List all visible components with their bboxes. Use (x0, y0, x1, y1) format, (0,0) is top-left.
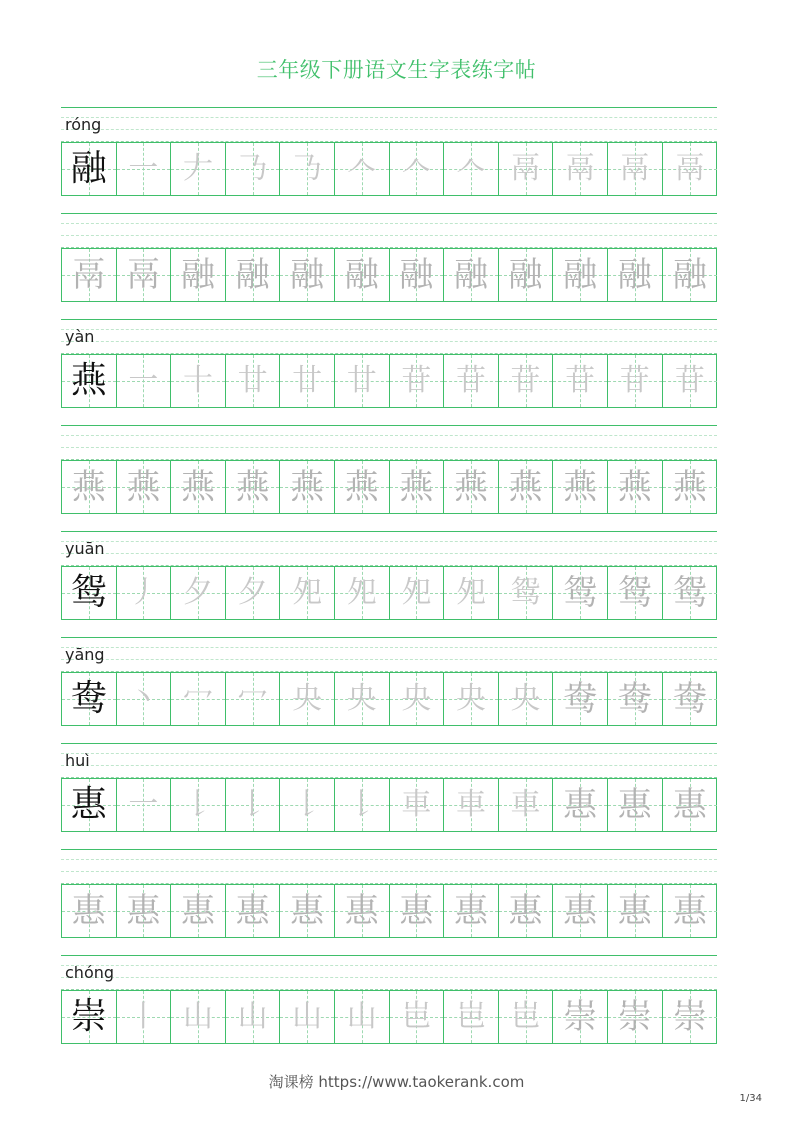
practice-row (61, 425, 717, 531)
trace-character: 苷 (455, 363, 486, 398)
trace-character: 𠄌 (346, 787, 377, 822)
practice-cell (663, 461, 718, 513)
practice-cell (663, 885, 718, 937)
practice-cell (608, 461, 663, 513)
practice-cell (171, 355, 226, 407)
practice-cell (335, 567, 390, 619)
model-character-cell (62, 779, 117, 831)
trace-character: 𠄌 (182, 787, 213, 822)
model-character-cell (62, 991, 117, 1043)
trace-character: 苷 (401, 363, 432, 398)
trace-character: 央 (455, 681, 486, 716)
trace-character: 燕 (672, 467, 707, 507)
practice-row (61, 319, 717, 425)
trace-character: 惠 (672, 891, 707, 931)
trace-character: 融 (399, 255, 434, 295)
pinyin-band (61, 319, 717, 355)
tianzi-grid (61, 460, 717, 514)
practice-cell (117, 461, 172, 513)
guide-line (61, 447, 717, 448)
practice-cell (390, 779, 445, 831)
practice-cell (171, 991, 226, 1043)
practice-cell (553, 355, 608, 407)
trace-character: 𠆢 (401, 151, 432, 186)
tianzi-grid (61, 248, 717, 302)
practice-cell (226, 355, 281, 407)
practice-cell (553, 673, 608, 725)
model-character: 惠 (70, 784, 107, 825)
trace-character: 惠 (672, 785, 707, 825)
practice-cell (553, 249, 608, 301)
trace-character: 燕 (453, 467, 488, 507)
trace-character: 𠄎 (292, 151, 323, 186)
trace-character: 廿 (292, 363, 323, 398)
trace-character: 崇 (563, 997, 598, 1037)
trace-character: 央 (346, 681, 377, 716)
trace-character: 惠 (453, 891, 488, 931)
practice-sheet (61, 107, 717, 1061)
practice-cell (280, 991, 335, 1043)
practice-cell (390, 885, 445, 937)
guide-line (61, 965, 717, 966)
practice-cell (62, 885, 117, 937)
trace-character: 丶 (128, 681, 159, 716)
practice-cell (608, 249, 663, 301)
trace-character: 𠂇 (182, 151, 213, 186)
trace-character: 央 (510, 681, 541, 716)
practice-cell (553, 779, 608, 831)
practice-cell (280, 355, 335, 407)
pinyin-band (61, 637, 717, 673)
trace-character: 山 (292, 999, 323, 1034)
trace-character: 燕 (399, 467, 434, 507)
trace-character: 鸯 (672, 679, 707, 719)
practice-cell (499, 143, 554, 195)
guide-line (61, 223, 717, 224)
trace-character: 融 (617, 255, 652, 295)
trace-character: 鬲 (565, 151, 596, 186)
trace-character: 惠 (344, 891, 379, 931)
trace-character: 苷 (565, 363, 596, 398)
practice-cell (226, 991, 281, 1043)
trace-character: 𠆢 (455, 151, 486, 186)
practice-cell (280, 249, 335, 301)
trace-character: 鬲 (619, 151, 650, 186)
trace-character: 車 (510, 787, 541, 822)
model-character-cell (62, 143, 117, 195)
trace-character: 車 (455, 787, 486, 822)
practice-cell (553, 461, 608, 513)
model-character: 燕 (70, 360, 107, 401)
practice-cell (280, 779, 335, 831)
trace-character: 燕 (563, 467, 598, 507)
trace-character: 山 (182, 999, 213, 1034)
trace-character: 融 (290, 255, 325, 295)
practice-cell (444, 673, 499, 725)
trace-character: 鸯 (563, 679, 598, 719)
practice-cell (444, 779, 499, 831)
trace-character: 鸳 (563, 573, 598, 613)
trace-character: 央 (292, 681, 323, 716)
trace-character: 冖 (237, 681, 268, 716)
practice-cell (280, 461, 335, 513)
trace-character: 夗 (455, 575, 486, 610)
model-character-cell (62, 355, 117, 407)
practice-cell (390, 355, 445, 407)
guide-line (61, 341, 717, 342)
practice-cell (390, 673, 445, 725)
practice-cell (226, 779, 281, 831)
trace-character: 苷 (510, 363, 541, 398)
guide-line (61, 659, 717, 660)
pinyin-band (61, 531, 717, 567)
practice-cell (553, 885, 608, 937)
practice-cell (117, 143, 172, 195)
pinyin-band (61, 107, 717, 143)
guide-line (61, 129, 717, 130)
practice-cell (444, 991, 499, 1043)
trace-character: 鸯 (617, 679, 652, 719)
trace-character: 鬲 (126, 255, 161, 295)
practice-cell (499, 355, 554, 407)
trace-character: 惠 (563, 891, 598, 931)
practice-cell (390, 461, 445, 513)
trace-character: 融 (344, 255, 379, 295)
trace-character: 山 (346, 999, 377, 1034)
practice-cell (226, 143, 281, 195)
guide-line (61, 765, 717, 766)
practice-cell (171, 885, 226, 937)
tianzi-grid (61, 778, 717, 832)
practice-cell (335, 249, 390, 301)
model-character: 鸯 (70, 678, 107, 719)
practice-cell (608, 355, 663, 407)
practice-cell (117, 355, 172, 407)
tianzi-grid (61, 990, 717, 1044)
practice-row (61, 743, 717, 849)
practice-cell (608, 143, 663, 195)
trace-character: 一 (128, 363, 159, 398)
practice-row (61, 107, 717, 213)
trace-character: 鬲 (510, 151, 541, 186)
practice-cell (444, 143, 499, 195)
practice-cell (390, 249, 445, 301)
practice-cell (171, 461, 226, 513)
trace-character: 𠄎 (237, 151, 268, 186)
trace-character: 燕 (71, 467, 106, 507)
practice-cell (117, 779, 172, 831)
guide-line (61, 541, 717, 542)
practice-cell (117, 673, 172, 725)
practice-cell (390, 567, 445, 619)
footer-site: 淘课榜 https://www.taokerank.com (268, 1073, 525, 1091)
pinyin-band (61, 425, 717, 461)
practice-cell (608, 991, 663, 1043)
practice-cell (171, 779, 226, 831)
practice-cell (499, 991, 554, 1043)
practice-cell (280, 567, 335, 619)
practice-cell (280, 143, 335, 195)
practice-cell (335, 779, 390, 831)
trace-character: 融 (180, 255, 215, 295)
practice-cell (226, 885, 281, 937)
trace-character: 惠 (617, 785, 652, 825)
trace-character: 融 (453, 255, 488, 295)
practice-cell (608, 885, 663, 937)
trace-character: 崇 (617, 997, 652, 1037)
trace-character: 惠 (235, 891, 270, 931)
practice-cell (171, 249, 226, 301)
practice-row (61, 531, 717, 637)
trace-character: 十 (182, 363, 213, 398)
trace-character: 苷 (619, 363, 650, 398)
trace-character: 岜 (510, 999, 541, 1034)
trace-character: 燕 (344, 467, 379, 507)
trace-character: 惠 (508, 891, 543, 931)
practice-cell (171, 673, 226, 725)
trace-character: 燕 (617, 467, 652, 507)
practice-cell (444, 885, 499, 937)
trace-character: 廿 (346, 363, 377, 398)
trace-character: 燕 (126, 467, 161, 507)
page-number: 1/34 (739, 1093, 762, 1104)
practice-cell (608, 567, 663, 619)
trace-character: 惠 (290, 891, 325, 931)
practice-cell (663, 249, 718, 301)
practice-cell (444, 567, 499, 619)
practice-cell (390, 991, 445, 1043)
trace-character: 惠 (563, 785, 598, 825)
pinyin-band (61, 849, 717, 885)
trace-character: 燕 (235, 467, 270, 507)
trace-character: 鬲 (71, 255, 106, 295)
trace-character: 𠆢 (346, 151, 377, 186)
trace-character: 燕 (508, 467, 543, 507)
practice-cell (444, 355, 499, 407)
tianzi-grid (61, 672, 717, 726)
practice-cell (608, 779, 663, 831)
pinyin-band (61, 213, 717, 249)
practice-cell (280, 673, 335, 725)
practice-cell (226, 673, 281, 725)
guide-line (61, 753, 717, 754)
trace-character: 丨 (128, 999, 159, 1034)
practice-cell (444, 249, 499, 301)
practice-cell (499, 249, 554, 301)
trace-character: 夗 (401, 575, 432, 610)
trace-character: 崇 (672, 997, 707, 1037)
practice-cell (663, 567, 718, 619)
practice-cell (280, 885, 335, 937)
practice-cell (335, 991, 390, 1043)
practice-cell (335, 355, 390, 407)
practice-cell (226, 567, 281, 619)
guide-line (61, 977, 717, 978)
trace-character: 𠄌 (237, 787, 268, 822)
trace-character: 車 (401, 787, 432, 822)
trace-character: 鸳 (510, 575, 541, 610)
practice-cell (444, 461, 499, 513)
guide-line (61, 435, 717, 436)
trace-character: 融 (672, 255, 707, 295)
model-character-cell (62, 673, 117, 725)
trace-character: 惠 (617, 891, 652, 931)
practice-row (61, 213, 717, 319)
practice-cell (553, 143, 608, 195)
practice-cell (663, 355, 718, 407)
practice-cell (499, 673, 554, 725)
trace-character: 冖 (182, 681, 213, 716)
practice-cell (553, 991, 608, 1043)
trace-character: 一 (128, 151, 159, 186)
model-character: 鸳 (70, 572, 107, 613)
guide-line (61, 235, 717, 236)
practice-cell (117, 885, 172, 937)
model-character-cell (62, 567, 117, 619)
trace-character: 夗 (292, 575, 323, 610)
practice-cell (62, 461, 117, 513)
guide-line (61, 859, 717, 860)
trace-character: 𠄌 (292, 787, 323, 822)
tianzi-grid (61, 566, 717, 620)
trace-character: 鬲 (674, 151, 705, 186)
tianzi-grid (61, 354, 717, 408)
practice-cell (62, 249, 117, 301)
trace-character: 惠 (126, 891, 161, 931)
pinyin-band (61, 743, 717, 779)
trace-character: 燕 (290, 467, 325, 507)
practice-cell (335, 143, 390, 195)
pinyin-label: yàn (65, 327, 95, 346)
practice-cell (663, 673, 718, 725)
practice-row (61, 955, 717, 1061)
practice-cell (608, 673, 663, 725)
trace-character: 惠 (180, 891, 215, 931)
practice-cell (663, 991, 718, 1043)
page-title: 三年级下册语文生字表练字帖 (256, 58, 537, 82)
tianzi-grid (61, 884, 717, 938)
practice-cell (117, 991, 172, 1043)
trace-character: 融 (563, 255, 598, 295)
practice-cell (226, 461, 281, 513)
practice-cell (499, 779, 554, 831)
practice-row (61, 637, 717, 743)
practice-cell (390, 143, 445, 195)
trace-character: 夕 (182, 575, 213, 610)
trace-character: 鸳 (617, 573, 652, 613)
pinyin-label: huì (65, 751, 90, 770)
pinyin-label: yuān (65, 539, 105, 558)
trace-character: 央 (401, 681, 432, 716)
trace-character: 鸳 (672, 573, 707, 613)
trace-character: 惠 (399, 891, 434, 931)
practice-cell (171, 143, 226, 195)
practice-cell (335, 461, 390, 513)
trace-character: 廿 (237, 363, 268, 398)
trace-character: 丿 (128, 575, 159, 610)
practice-cell (335, 885, 390, 937)
practice-cell (663, 779, 718, 831)
pinyin-band (61, 955, 717, 991)
practice-cell (226, 249, 281, 301)
trace-character: 一 (128, 787, 159, 822)
guide-line (61, 329, 717, 330)
trace-character: 夗 (346, 575, 377, 610)
trace-character: 岜 (455, 999, 486, 1034)
trace-character: 山 (237, 999, 268, 1034)
trace-character: 岜 (401, 999, 432, 1034)
trace-character: 燕 (180, 467, 215, 507)
trace-character: 融 (235, 255, 270, 295)
trace-character: 夕 (237, 575, 268, 610)
guide-line (61, 117, 717, 118)
practice-cell (499, 461, 554, 513)
practice-cell (553, 567, 608, 619)
practice-cell (117, 567, 172, 619)
trace-character: 惠 (71, 891, 106, 931)
practice-cell (117, 249, 172, 301)
practice-cell (171, 567, 226, 619)
model-character: 崇 (70, 996, 107, 1037)
tianzi-grid (61, 142, 717, 196)
trace-character: 融 (508, 255, 543, 295)
guide-line (61, 647, 717, 648)
practice-cell (499, 885, 554, 937)
practice-cell (499, 567, 554, 619)
model-character: 融 (70, 148, 107, 189)
pinyin-label: chóng (65, 963, 115, 982)
pinyin-label: yāng (65, 645, 105, 664)
guide-line (61, 553, 717, 554)
pinyin-label: róng (65, 115, 102, 134)
practice-row (61, 849, 717, 955)
practice-cell (335, 673, 390, 725)
guide-line (61, 871, 717, 872)
practice-cell (663, 143, 718, 195)
trace-character: 苷 (674, 363, 705, 398)
